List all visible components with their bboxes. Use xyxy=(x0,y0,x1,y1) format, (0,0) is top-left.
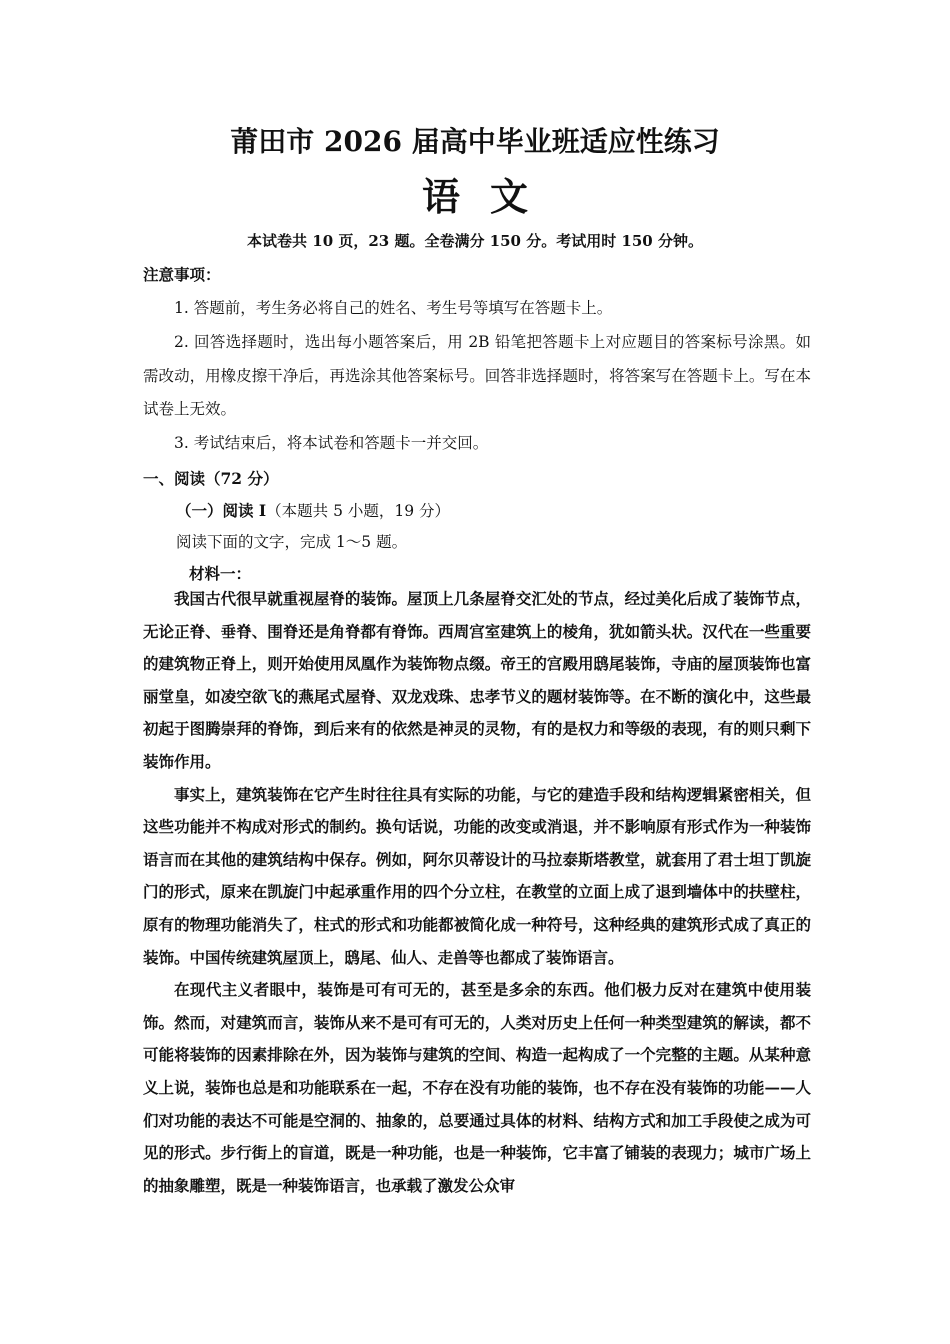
notice-heading: 注意事项： xyxy=(143,265,221,284)
subsection-note: （本题共 5 小题，19 分） xyxy=(266,502,451,520)
material-paragraph-2: 事实上，建筑装饰在它产生时往往具有实际的功能，与它的建造手段和结构逻辑紧密相关，但这些功能并不构成对形式的制约。换句话说，功能的改变或消退，并不影响原有形式作为一种装饰语言而在其他的建筑结构中保存。例如，阿尔贝蒂设计的马拉泰斯塔教堂，就套用了君士坦丁凯旋门的形式，原来在凯旋门中起承重作用的四个分立柱，在教堂的立面上成了退到墙体中的扶壁柱，原有的物理功能消失了，柱式的形式和功能都被简化成一种符号，这种经典的建筑形式成了真正的装饰。中国传统建筑屋顶上，鸱尾、仙人、走兽等也都成了装饰语言。 xyxy=(143,784,811,967)
notice-item-1: 1. 答题前，考生务必将自己的姓名、考生号等填写在答题卡上。 xyxy=(174,299,613,317)
subsection-label: （一）阅读 I xyxy=(176,501,267,520)
notice-list xyxy=(143,292,811,461)
notice-item-2: 2. 回答选择题时，选出每小题答案后，用 2B 铅笔把答题卡上对应题目的答案标号涂黑。如需改动，用橡皮擦干净后，再选涂其他答案标号。回答非选择题时，将答案写在答题卡上。写在本试卷上无效。 xyxy=(143,332,811,419)
material-text xyxy=(143,583,811,1202)
subject-title: 语文 xyxy=(421,174,558,219)
notice-item-3: 3. 考试结束后，将本试卷和答题卡一并交回。 xyxy=(174,434,489,453)
material-label: 材料一： xyxy=(189,564,252,583)
reading-instruction: 阅读下面的文字，完成 1～5 题。 xyxy=(176,533,408,551)
exam-meta: 本试卷共 10 页，23 题。全卷满分 150 分。考试用时 150 分钟。 xyxy=(247,232,703,250)
exam-title: 莆田市 2026 届高中毕业班适应性练习 xyxy=(230,125,720,158)
material-paragraph-3: 在现代主义者眼中，装饰是可有可无的，甚至是多余的东西。他们极力反对在建筑中使用装饰。然而，对建筑而言，装饰从来不是可有可无的，人类对历史上任何一种类型建筑的解读，都不可能将装饰的因素排除在外，因为装饰与建筑的空间、构造一起构成了一个完整的主题。从某种意义上说，装饰也总是和功能联系在一起，不存在没有功能的装饰，也不存在没有装饰的功能——人们对功能的表达不可能是空洞的、抽象的，总要通过具体的材料、结构方式和加工手段使之成为可见的形式。步行街上的盲道，既是一种功能，也是一种装饰，它丰富了铺装的表现力；城市广场上的抽象雕塑，既是一种装饰语言，也承载了激发公众审 xyxy=(143,980,811,1195)
subsection-heading xyxy=(176,494,816,529)
material-paragraph-1: 我国古代很早就重视屋脊的装饰。屋顶上几条屋脊交汇处的节点，经过美化后成了装饰节点，无论正脊、垂脊、围脊还是角脊都有脊饰。西周宫室建筑上的棱角，犹如箭头状。汉代在一些重要的建筑物正脊上，则开始使用凤凰作为装饰物点缀。帝王的宫殿用鸱尾装饰，寺庙的屋顶装饰也富丽堂皇，如凌空欲飞的燕尾式屋脊、双龙戏珠、忠孝节义的题材装饰等。在不断的演化中，这些最初起于图腾崇拜的脊饰，到后来有的依然是神灵的灵物，有的是权力和等级的表现，有的则只剩下装饰作用。 xyxy=(143,589,811,771)
section-heading: 一、阅读（72 分） xyxy=(143,469,279,488)
